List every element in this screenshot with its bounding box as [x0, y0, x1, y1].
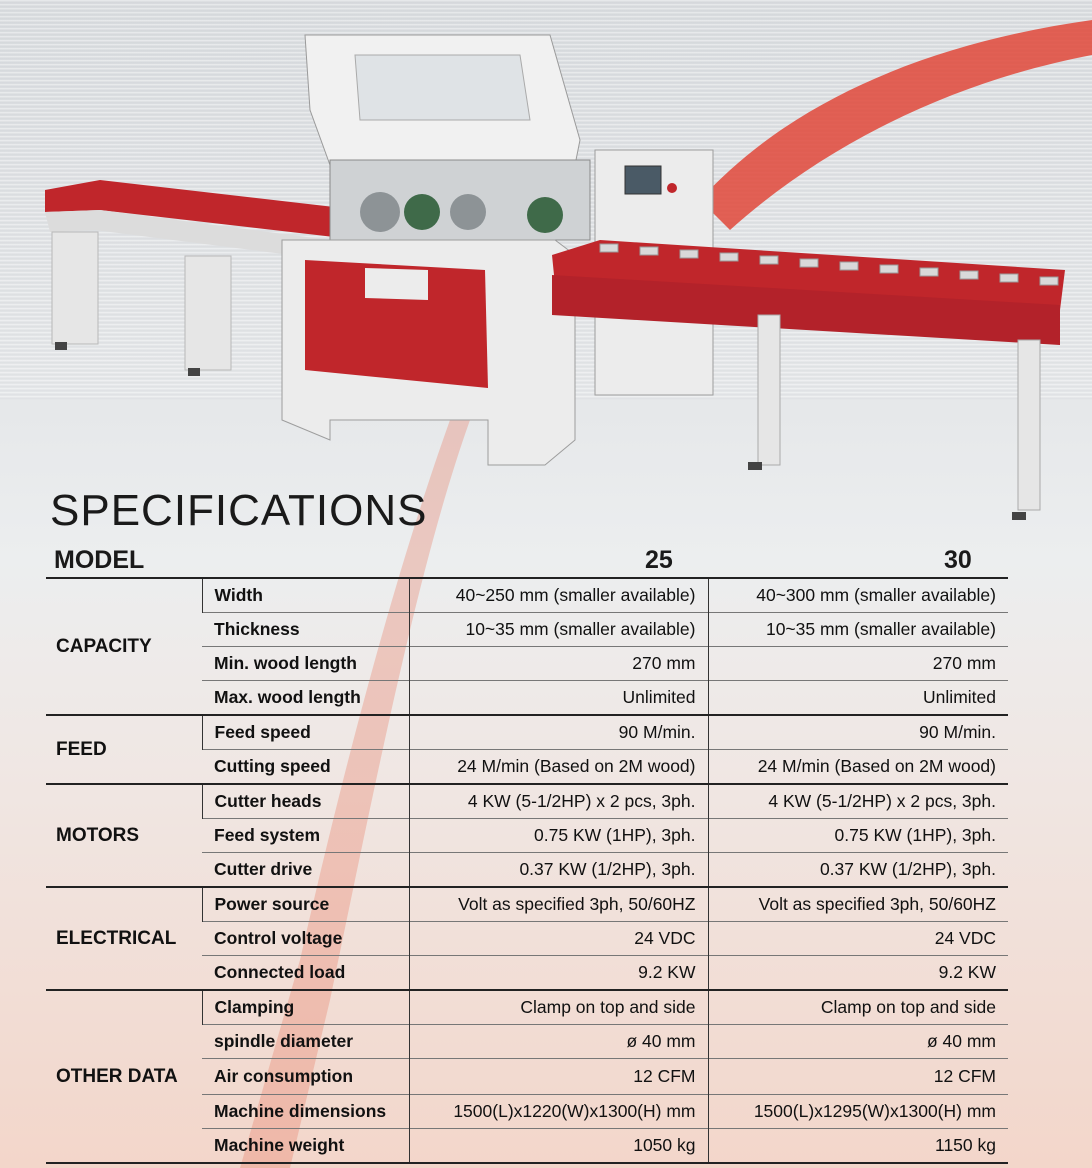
moulder-machine-image: [0, 0, 1092, 540]
table-row: [46, 715, 1008, 750]
spec-value-25: 270 mm: [409, 647, 708, 681]
spec-value-30: 12 CFM: [708, 1059, 1008, 1095]
spec-item-label: Feed speed: [202, 715, 409, 750]
spec-value-25: 12 CFM: [409, 1059, 708, 1095]
model-25-header: 25: [645, 546, 673, 574]
spec-value-30: 24 VDC: [708, 922, 1008, 956]
spec-value-30: 0.37 KW (1/2HP), 3ph.: [708, 853, 1008, 888]
group-label-feed: FEED: [46, 715, 202, 784]
spec-item-label: Cutter drive: [202, 853, 409, 888]
spec-value-25: 1500(L)x1220(W)x1300(H) mm: [409, 1095, 708, 1129]
spec-value-30: 24 M/min (Based on 2M wood): [708, 750, 1008, 785]
model-label: MODEL: [54, 546, 145, 574]
table-row: [46, 578, 1008, 613]
spec-item-label: Connected load: [202, 956, 409, 991]
spec-item-label: Width: [202, 578, 409, 613]
spec-value-25: 0.37 KW (1/2HP), 3ph.: [409, 853, 708, 888]
spec-value-25: Unlimited: [409, 681, 708, 716]
table-row: [46, 990, 1008, 1025]
spec-value-30: Volt as specified 3ph, 50/60HZ: [708, 887, 1008, 922]
spec-value-25: Clamp on top and side: [409, 990, 708, 1025]
model-30-header: 30: [944, 546, 972, 574]
spec-item-label: Machine dimensions: [202, 1095, 409, 1129]
spec-value-25: ø 40 mm: [409, 1025, 708, 1059]
spec-value-30: 1150 kg: [708, 1129, 1008, 1164]
spec-item-label: Power source: [202, 887, 409, 922]
group-label-electrical: ELECTRICAL: [46, 887, 202, 990]
spec-item-label: Thickness: [202, 613, 409, 647]
spec-value-30: 1500(L)x1295(W)x1300(H) mm: [708, 1095, 1008, 1129]
spec-item-label: spindle diameter: [202, 1025, 409, 1059]
table-row: [46, 784, 1008, 819]
spec-item-label: Air consumption: [202, 1059, 409, 1095]
spec-item-label: Min. wood length: [202, 647, 409, 681]
spec-value-25: 24 M/min (Based on 2M wood): [409, 750, 708, 785]
spec-item-label: Feed system: [202, 819, 409, 853]
spec-value-30: 10~35 mm (smaller available): [708, 613, 1008, 647]
spec-value-25: Volt as specified 3ph, 50/60HZ: [409, 887, 708, 922]
spec-value-25: 10~35 mm (smaller available): [409, 613, 708, 647]
page-title: SPECIFICATIONS: [50, 486, 428, 535]
spec-value-30: ø 40 mm: [708, 1025, 1008, 1059]
spec-item-label: Clamping: [202, 990, 409, 1025]
spec-value-30: 270 mm: [708, 647, 1008, 681]
group-label-capacity: CAPACITY: [46, 578, 202, 715]
spec-item-label: Cutting speed: [202, 750, 409, 785]
spec-value-25: 0.75 KW (1HP), 3ph.: [409, 819, 708, 853]
spec-value-25: 40~250 mm (smaller available): [409, 578, 708, 613]
spec-value-30: 9.2 KW: [708, 956, 1008, 991]
spec-value-25: 90 M/min.: [409, 715, 708, 750]
spec-value-25: 4 KW (5-1/2HP) x 2 pcs, 3ph.: [409, 784, 708, 819]
spec-item-label: Cutter heads: [202, 784, 409, 819]
group-label-other-data: OTHER DATA: [46, 990, 202, 1163]
spec-item-label: Machine weight: [202, 1129, 409, 1164]
spec-value-30: 4 KW (5-1/2HP) x 2 pcs, 3ph.: [708, 784, 1008, 819]
spec-value-25: 1050 kg: [409, 1129, 708, 1164]
spec-value-30: 0.75 KW (1HP), 3ph.: [708, 819, 1008, 853]
spec-value-30: 90 M/min.: [708, 715, 1008, 750]
spec-value-30: Clamp on top and side: [708, 990, 1008, 1025]
spec-item-label: Control voltage: [202, 922, 409, 956]
table-row: [46, 887, 1008, 922]
spec-value-30: 40~300 mm (smaller available): [708, 578, 1008, 613]
spec-item-label: Max. wood length: [202, 681, 409, 716]
spec-value-30: Unlimited: [708, 681, 1008, 716]
spec-value-25: 24 VDC: [409, 922, 708, 956]
specifications-table: [46, 577, 1008, 1164]
group-label-motors: MOTORS: [46, 784, 202, 887]
spec-value-25: 9.2 KW: [409, 956, 708, 991]
